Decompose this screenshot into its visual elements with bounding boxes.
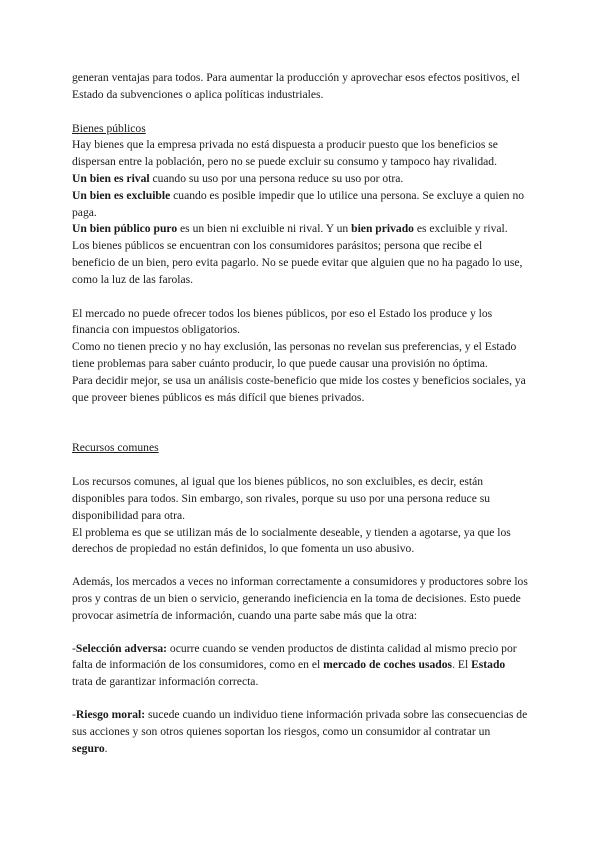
text-rival: cuando su uso por una persona reduce su uso por otra. xyxy=(149,171,404,185)
text-excluible: cuando es posible impedir que lo utilice una persona. Se excluye a quien no paga. xyxy=(72,188,525,219)
term-riesgo-moral: Riesgo moral: xyxy=(75,707,146,721)
text-seleccion-1: ocurre cuando se venden productos de distinta calidad al mismo precio por falta de información de los consumidores, como en el xyxy=(72,641,517,672)
text-riesgo-2: . xyxy=(104,741,108,755)
heading-bienes-publicos: Bienes públicos xyxy=(72,121,146,135)
term-mercado-coches-usados: mercado de coches usados xyxy=(323,658,453,672)
bienes-publicos-p5: Para decidir mejor, se usa un análisis coste-beneficio que mide los costes y beneficios sociales, ya que proveer bienes públicos es más difícil que bienes privados. xyxy=(72,373,526,404)
bienes-publicos-p3: El mercado no puede ofrecer todos los bienes públicos, por eso el Estado los produce y los financia con impuestos obligatorios. xyxy=(72,306,493,337)
bienes-publicos-p2: Los bienes públicos se encuentran con los consumidores parásitos; persona que recibe el beneficio de un bien, pero evita pagarlo. No se puede evitar que alguien que no ha pagado lo use, como la luz de las farolas. xyxy=(72,239,523,286)
recursos-comunes-p2: El problema es que se utilizan más de lo socialmente deseable, y tienden a agotarse, ya que los derechos de propiedad no están definidos, lo que fomenta un uso abusivo. xyxy=(72,525,511,556)
recursos-comunes-p3: Además, los mercados a veces no informan correctamente a consumidores y productores sobre los pros y contras de un bien o servicio, generando ineficiencia en la toma de decisiones. Esto puede provocar asimetría de información, cuando una parte sabe más que la otra: xyxy=(72,575,528,622)
definition-puro-privado xyxy=(72,221,528,238)
riesgo-dash: - xyxy=(72,707,76,721)
text-riesgo-1: sucede cuando un individuo tiene información privada sobre las consecuencias de sus acciones y son otros quienes soportan los riesgos, como un consumidor al contratar un xyxy=(72,707,528,738)
definition-rival xyxy=(72,171,528,188)
bienes-publicos-p1: Hay bienes que la empresa privada no está dispuesta a producir puesto que los beneficios se dispersan entre la población, pero no se puede excluir su consumo y tampoco hay rivalidad. xyxy=(72,138,498,169)
text-seleccion-2: . El xyxy=(452,658,472,672)
text-publico-puro: es un bien ni excluible ni rival. Y un xyxy=(177,222,352,236)
term-excluible: Un bien es excluible xyxy=(72,188,171,202)
term-rival: Un bien es rival xyxy=(72,171,150,185)
bienes-publicos-p4: Como no tienen precio y no hay exclusión, las personas no revelan sus preferencias, y el Estado tiene problemas para saber cuánto producir, lo que puede causar una provisión no óptima. xyxy=(72,340,517,370)
term-bien-privado: bien privado xyxy=(351,222,414,236)
seleccion-adversa-paragraph xyxy=(72,641,528,691)
seleccion-dash: - xyxy=(72,641,76,655)
text-bien-privado: es excluible y rival. xyxy=(413,222,508,236)
recursos-comunes-p1: Los recursos comunes, al igual que los bienes públicos, no son excluibles, es decir, están disponibles para todos. Sin embargo, son rivales, porque su uso por una persona reduce su disponibilidad para otra. xyxy=(72,475,491,522)
term-seleccion-adversa: Selección adversa: xyxy=(75,641,167,655)
term-estado: Estado xyxy=(471,658,506,672)
definition-excluible xyxy=(72,188,528,222)
term-publico-puro: Un bien público puro xyxy=(72,222,178,236)
text-seleccion-3: trata de garantizar información correcta. xyxy=(72,675,259,689)
intro-paragraph: generan ventajas para todos. Para aumentar la producción y aprovechar esos efectos positivos, el Estado da subvenciones o aplica políticas industriales. xyxy=(72,71,520,101)
heading-recursos-comunes: Recursos comunes xyxy=(72,441,159,455)
riesgo-moral-paragraph xyxy=(72,707,528,757)
term-seguro: seguro xyxy=(72,741,105,755)
